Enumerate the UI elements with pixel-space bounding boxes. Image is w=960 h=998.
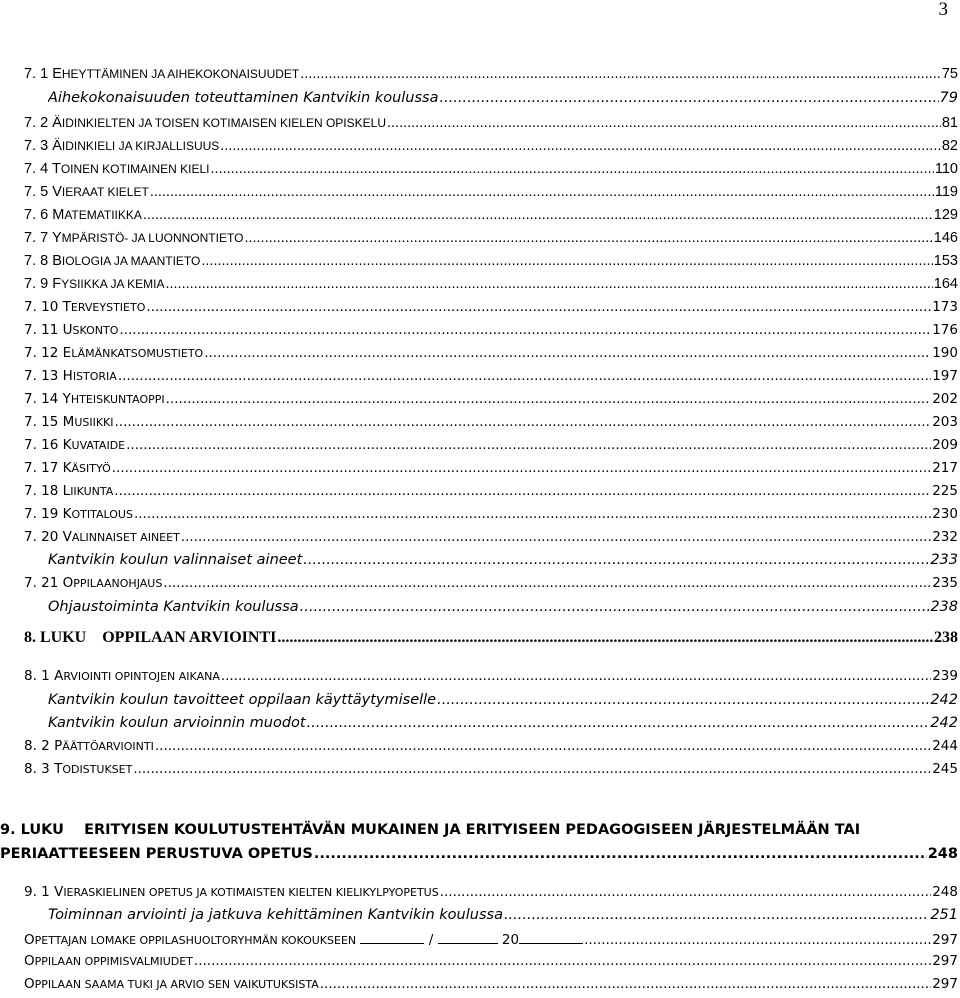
toc-entry[interactable] — [24, 66, 958, 82]
toc-entry[interactable] — [24, 230, 958, 246]
leader-dots — [118, 368, 931, 384]
toc-entry-label: 8. LUKU OPPILAAN ARVIOINTI — [24, 629, 277, 646]
toc-entry-label: OPETTAJAN LOMAKE OPPILASHUOLTORYHMÄN KOKOUKSEEN / 20 — [24, 930, 583, 948]
toc-entry-page: 232 — [932, 529, 958, 545]
toc-entry-page: 164 — [933, 276, 958, 292]
leader-dots — [277, 629, 933, 647]
toc-entry-label: 7. 4 TOINEN KOTIMAINEN KIELI — [24, 161, 210, 177]
leader-dots — [314, 846, 927, 862]
toc-entry-label: 7. 12 ELÄMÄNKATSOMUSTIETO — [24, 345, 204, 361]
toc-entry-label: 7. 16 KUVATAIDE — [24, 437, 126, 453]
leader-dots — [220, 138, 941, 154]
leader-dots — [244, 230, 932, 246]
toc-entry[interactable] — [24, 668, 958, 684]
toc-entry-page: 242 — [930, 692, 958, 708]
toc-entry-page: 203 — [932, 414, 958, 430]
leader-dots — [440, 90, 939, 106]
toc-entry[interactable] — [48, 907, 958, 923]
leader-dots — [221, 668, 931, 684]
toc-entry-label: 7. 8 BIOLOGIA JA MAANTIETO — [24, 253, 201, 269]
leader-dots — [143, 207, 933, 223]
blank-field — [519, 930, 583, 944]
toc-entry-page: 217 — [932, 460, 958, 476]
leader-dots — [166, 391, 932, 407]
leader-dots — [320, 976, 931, 992]
toc-entry-page: 173 — [932, 299, 958, 315]
leader-dots — [114, 483, 931, 499]
toc-entry[interactable] — [48, 599, 958, 615]
toc-entry[interactable] — [48, 90, 958, 106]
leader-dots — [211, 161, 934, 177]
toc-entry-label: 7. 21 OPPILAANOHJAUS — [24, 575, 163, 591]
leader-dots — [204, 345, 931, 361]
leader-dots — [165, 276, 932, 292]
toc-entry-page: 297 — [932, 932, 958, 948]
toc-entry-page: 129 — [933, 207, 958, 223]
toc-entry[interactable] — [24, 930, 958, 948]
toc-entry-page: 238 — [930, 599, 958, 615]
toc-entry-page: 297 — [932, 976, 958, 992]
leader-dots — [146, 299, 931, 315]
leader-dots — [504, 907, 929, 923]
toc-entry[interactable] — [24, 345, 958, 361]
toc-entry-label: 7. 19 KOTITALOUS — [24, 506, 133, 522]
toc-entry[interactable] — [48, 692, 958, 708]
toc-entry-page: 235 — [932, 575, 958, 591]
toc-chapter-entry[interactable] — [0, 846, 958, 862]
toc-entry-label: OPPILAAN OPPIMISVALMIUDET — [24, 953, 193, 969]
toc-entry-page: 248 — [932, 884, 958, 900]
toc-entry-page: 202 — [932, 391, 958, 407]
toc-entry[interactable] — [48, 715, 958, 731]
toc-entry[interactable] — [24, 976, 958, 992]
toc-entry-label: 7. 6 MATEMATIIKKA — [24, 207, 142, 223]
leader-dots — [181, 529, 931, 545]
toc-entry-page: 110 — [934, 161, 958, 177]
toc-entry-page: 119 — [934, 184, 958, 200]
toc-entry-page: 225 — [932, 483, 958, 499]
blank-field — [438, 930, 498, 944]
toc-entry[interactable] — [24, 184, 958, 200]
toc-entry-label: 7. 18 LIIKUNTA — [24, 483, 114, 499]
toc-chapter-heading: 9. LUKU ERITYISEN KOULUTUSTEHTÄVÄN MUKAINEN JA ERITYISEEN PEDAGOGISEEN JÄRJESTELMÄÄN TAI — [0, 822, 861, 838]
toc-entry-page: 251 — [930, 907, 958, 923]
toc-entry-page: 238 — [934, 629, 958, 646]
toc-entry[interactable] — [24, 953, 958, 969]
toc-entry[interactable] — [24, 207, 958, 223]
leader-dots — [300, 66, 941, 82]
toc-entry-label: Aihekokonaisuuden toteuttaminen Kantvikin koulussa — [48, 90, 439, 106]
toc-entry[interactable] — [24, 761, 958, 777]
toc-entry[interactable] — [24, 460, 958, 476]
toc-entry-page: 244 — [932, 738, 958, 754]
toc-entry[interactable] — [24, 483, 958, 499]
page-number: 3 — [938, 0, 948, 20]
toc-entry-page: 297 — [932, 953, 958, 969]
leader-dots — [303, 552, 929, 568]
toc-entry-label: Ohjaustoiminta Kantvikin koulussa — [48, 599, 299, 615]
toc-entry[interactable] — [24, 437, 958, 453]
toc-entry-label: 7. 3 ÄIDINKIELI JA KIRJALLISUUS — [24, 138, 220, 154]
toc-entry-label: Kantvikin koulun arvioinnin muodot — [48, 715, 306, 731]
toc-entry-label: 7. 17 KÄSITYÖ — [24, 460, 111, 476]
leader-dots — [437, 692, 929, 708]
toc-entry-label: 7. 9 FYSIIKKA JA KEMIA — [24, 276, 165, 292]
toc-entry-label: 8. 3 TODISTUKSET — [24, 761, 133, 777]
leader-dots — [300, 599, 930, 615]
toc-entry-page: 230 — [932, 506, 958, 522]
toc-entry[interactable] — [24, 884, 958, 900]
toc-entry[interactable] — [24, 506, 958, 522]
toc-entry-label: OPPILAAN SAAMA TUKI JA ARVIO SEN VAIKUTUKSISTA — [24, 976, 319, 992]
toc-entry[interactable] — [24, 161, 958, 177]
leader-dots — [119, 322, 931, 338]
leader-dots — [201, 253, 932, 269]
toc-entry-page: 146 — [933, 230, 958, 246]
toc-entry-label: Toiminnan arviointi ja jatkuva kehittäminen Kantvikin koulussa — [48, 907, 503, 923]
toc-entry-label: 7. 7 YMPÄRISTÖ- JA LUONNONTIETO — [24, 230, 244, 246]
toc-entry-label: 7. 15 MUSIIKKI — [24, 414, 114, 430]
toc-entry-label: Kantvikin koulun tavoitteet oppilaan käyttäytymiselle — [48, 692, 437, 708]
leader-dots — [440, 884, 932, 900]
toc-entry-label: 8. 1 ARVIOINTI OPINTOJEN AIKANA — [24, 668, 220, 684]
toc-entry[interactable] — [24, 299, 958, 315]
leader-dots — [307, 715, 930, 731]
toc-entry-page: 81 — [941, 115, 958, 131]
leader-dots — [133, 761, 931, 777]
leader-dots — [126, 437, 931, 453]
toc-entry-label: 7. 14 YHTEISKUNTAOPPI — [24, 391, 165, 407]
toc-entry-label: 7. 20 VALINNAISET AINEET — [24, 529, 180, 545]
toc-entry[interactable] — [48, 552, 958, 568]
toc-entry-label: PERIAATTEESEEN PERUSTUVA OPETUS — [0, 846, 313, 862]
toc-entry[interactable] — [24, 575, 958, 591]
toc-entry[interactable] — [24, 322, 958, 338]
toc-entry[interactable] — [24, 368, 958, 384]
toc-entry-page: 233 — [930, 552, 958, 568]
toc-entry-page: 75 — [941, 66, 958, 82]
toc-entry-page: 82 — [941, 138, 958, 154]
toc-entry[interactable] — [24, 529, 958, 545]
toc-entry-label: 7. 10 TERVEYSTIETO — [24, 299, 146, 315]
toc-entry-page: 190 — [932, 345, 958, 361]
toc-entry-label: 7. 2 ÄIDINKIELTEN JA TOISEN KOTIMAISEN KIELEN OPISKELU — [24, 115, 386, 131]
toc-entry-page: 242 — [930, 715, 958, 731]
blank-field — [360, 930, 424, 944]
toc-entry-label: 7. 5 VIERAAT KIELET — [24, 184, 149, 200]
leader-dots — [584, 932, 931, 948]
leader-dots — [112, 460, 931, 476]
toc-entry-page: 209 — [932, 437, 958, 453]
toc-chapter-entry[interactable] — [24, 629, 958, 647]
toc-entry[interactable] — [24, 115, 958, 131]
toc-entry-label: 9. 1 VIERASKIELINEN OPETUS JA KOTIMAISTEN KIELTEN KIELIKYLPYOPETUS — [24, 884, 439, 900]
leader-dots — [150, 184, 934, 200]
toc-entry-label: 8. 2 PÄÄTTÖARVIOINTI — [24, 738, 154, 754]
toc-entry[interactable] — [24, 138, 958, 154]
toc-entry-label: Kantvikin koulun valinnaiset aineet — [48, 552, 303, 568]
leader-dots — [134, 506, 931, 522]
toc-entry-page: 153 — [933, 253, 958, 269]
toc-entry-label: 7. 11 USKONTO — [24, 322, 119, 338]
toc-entry[interactable] — [24, 414, 958, 430]
toc-entry[interactable] — [24, 276, 958, 292]
toc-entry-label: 7. 1 EHEYTTÄMINEN JA AIHEKOKONAISUUDET — [24, 66, 300, 82]
toc-entry-label: 7. 13 HISTORIA — [24, 368, 117, 384]
toc-entry[interactable] — [24, 391, 958, 407]
toc-entry-page: 248 — [927, 846, 958, 862]
leader-dots — [387, 115, 941, 131]
toc-entry[interactable] — [24, 738, 958, 754]
leader-dots — [194, 953, 931, 969]
toc-entry[interactable] — [24, 253, 958, 269]
toc-entry-page: 197 — [932, 368, 958, 384]
leader-dots — [155, 738, 931, 754]
leader-dots — [115, 414, 932, 430]
toc-entry-page: 239 — [932, 668, 958, 684]
leader-dots — [163, 575, 931, 591]
toc-entry-page: 176 — [932, 322, 958, 338]
toc-entry-page: 79 — [939, 90, 958, 106]
toc-entry-page: 245 — [932, 761, 958, 777]
